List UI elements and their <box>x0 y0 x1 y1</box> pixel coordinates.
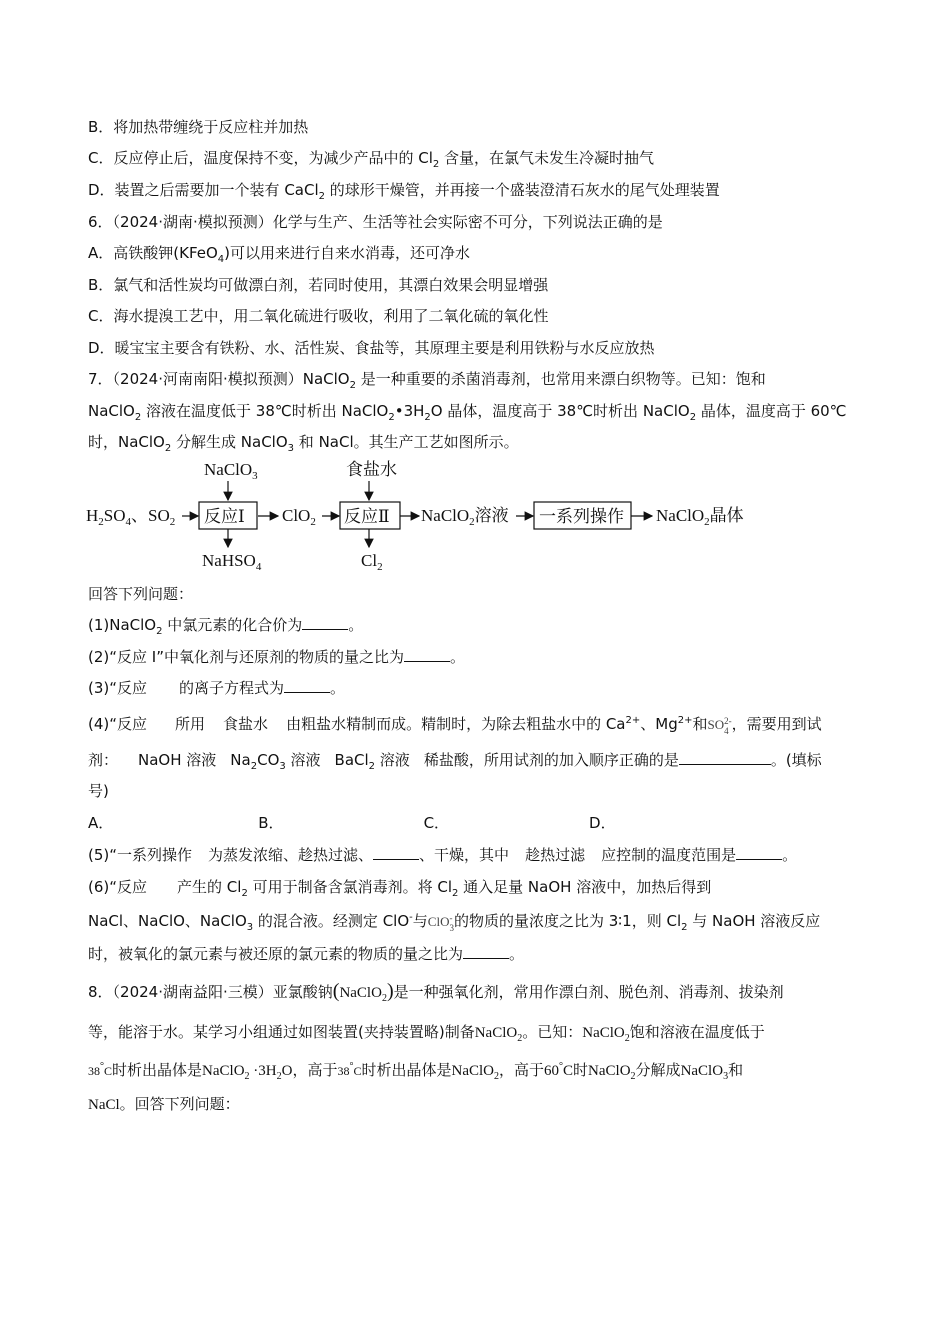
nahso4-output-label: NaHSO$_4$ <box>202 551 262 573</box>
question-6-option-d <box>88 338 655 358</box>
superscript: 2+ <box>677 715 693 726</box>
formula: NaClO <box>582 1025 625 1041</box>
answer-blank[interactable] <box>373 845 419 860</box>
text-span: 号) <box>88 782 109 800</box>
subscript: 2 <box>349 380 356 391</box>
part-6-line-2 <box>88 911 820 933</box>
text-span: 溶液 <box>285 751 321 769</box>
degree: ° <box>559 1061 564 1072</box>
text-span: 。 <box>449 648 465 666</box>
formula: NaCl <box>88 1097 120 1113</box>
text-span: (5)“一系列操作 <box>88 846 193 864</box>
text-span: 的混合液。经测定 ClO <box>253 912 410 930</box>
brine-input-label: 食盐水 <box>346 460 397 479</box>
process-flow-diagram <box>86 455 786 580</box>
text-span: ，高于 <box>499 1061 545 1079</box>
text-span: 时，被氧化的氯元素与被还原的氯元素的物质的量之比为 <box>88 945 464 963</box>
text-span: 与 NaOH 溶液反应 <box>687 912 821 930</box>
answer-blank[interactable] <box>463 944 509 959</box>
text-span: (4)“反应 <box>88 715 148 733</box>
text-span: 和 <box>728 1061 744 1079</box>
answer-blank[interactable] <box>736 845 782 860</box>
subscript: 2 <box>368 761 376 772</box>
text-span: 是一种重要的杀菌消毒剂，也常用来漂白织物等。已知：饱和 <box>356 370 766 388</box>
text-span: D．暖宝宝主要含有铁粉、水、活性炭、食盐等，其原理主要是利用铁粉与水反应放热 <box>88 339 655 357</box>
text-span: 溶液 <box>375 751 410 769</box>
naclo3-input-label: NaClO$_3$ <box>204 460 258 482</box>
part-2 <box>88 647 465 667</box>
part-3 <box>88 678 345 698</box>
text-span: 、干燥，其中 <box>419 846 510 864</box>
text-span: 。 <box>509 945 525 963</box>
text-span: 回答下列问题： <box>88 585 194 603</box>
text-span: 和 NaCl。其生产工艺如图所示。 <box>294 433 519 451</box>
question-6-stem <box>88 212 663 232</box>
unit: C <box>563 1063 574 1079</box>
text-span: NaOH 溶液 <box>138 751 217 769</box>
text-span: 的物质的量浓度之比为 3∶1，则 Cl <box>453 912 682 930</box>
text-span: 剂： <box>88 751 119 769</box>
product-label: NaClO$_2$晶体 <box>656 506 744 528</box>
operations-label: 一系列操作 <box>539 507 624 526</box>
temperature: 60 <box>544 1063 560 1079</box>
text-span: 7．（2024·河南南阳·模拟预测）NaClO <box>88 370 350 388</box>
text-span: 。已知： <box>522 1023 583 1041</box>
text-span: 由粗盐水精制而成。精制时，为除去粗盐水中的 Ca <box>286 715 626 733</box>
question-8-line-4 <box>88 1094 240 1115</box>
text-span: 含量，在氯气未发生冷凝时抽气 <box>439 149 655 167</box>
text-span: 应控制的温度范围是 <box>601 846 737 864</box>
superscript: 2+ <box>625 715 641 726</box>
text-span: 产生的 Cl <box>177 878 242 896</box>
text-span: 6．（2024·湖南·模拟预测）化学与生产、生活等社会实际密不可分，下列说法正确的是 <box>88 213 663 231</box>
text-span: 分解成 <box>635 1061 681 1079</box>
paren: ) <box>386 980 394 1002</box>
text-span: )可以用来进行自来水消毒，还可净水 <box>224 244 471 262</box>
text-span: 的离子方程式为 <box>179 679 285 697</box>
question-8-line-2 <box>88 1022 765 1043</box>
text-span: 可用于制备含氯消毒剂。将 Cl <box>247 878 453 896</box>
subscript: 2 <box>689 412 697 423</box>
question-7-line-3 <box>88 432 519 452</box>
question-7-line-1 <box>88 369 766 389</box>
text-span: (6)“反应 <box>88 878 148 896</box>
subscript: 2 <box>250 761 258 772</box>
part-4-line-1 <box>88 714 822 736</box>
text-span: A．高铁酸钾(KFeO <box>88 244 218 262</box>
text-span: 。 <box>348 616 364 634</box>
option-d: D． <box>589 814 616 832</box>
degree: ° <box>349 1061 354 1072</box>
text-span: 。(填标 <box>770 751 822 769</box>
subscript: 2 <box>134 412 142 423</box>
answer-blank[interactable] <box>302 615 348 630</box>
text-span: C．反应停止后，温度保持不变，为减少产品中的 Cl <box>88 149 433 167</box>
formula: ·3H <box>249 1063 277 1079</box>
subscript: 2 <box>494 1071 499 1082</box>
answer-blank[interactable] <box>679 750 771 765</box>
text-span: 时析出晶体是 <box>112 1061 203 1079</box>
text-span: 食盐水 <box>223 715 269 733</box>
part-4-line-3 <box>88 781 109 801</box>
question-8-line-3 <box>88 1060 743 1081</box>
text-span: B．氯气和活性炭均可做漂白剂，若同时使用，其漂白效果会明显增强 <box>88 276 549 294</box>
text-span: 通入足量 NaOH 溶液中，加热后得到 <box>458 878 712 896</box>
text-span: C．海水提溴工艺中，用二氧化硫进行吸收，利用了二氧化硫的氧化性 <box>88 307 549 325</box>
subscript: 2 <box>318 191 326 202</box>
part-4-line-2 <box>88 750 822 770</box>
text-span: 的球形干燥管，并再接一个盛装澄清石灰水的尾气处理装置 <box>325 181 720 199</box>
text-span: D．装置之后需要加一个装有 CaCl <box>88 181 319 199</box>
part-4-options <box>88 813 616 833</box>
text-span: 趁热过滤 <box>525 846 586 864</box>
part-6-line-1 <box>88 877 711 897</box>
text-span: (3)“反应 <box>88 679 148 697</box>
text-span: 和 <box>692 715 708 733</box>
text-span: BaCl <box>334 751 369 769</box>
answer-intro <box>88 584 193 604</box>
option-c-line <box>88 148 654 168</box>
formula: NaClO <box>451 1063 494 1079</box>
reactant-label: $H_2SO_4$、$SO_2$ <box>86 506 176 528</box>
subscript: 2 <box>452 888 459 899</box>
subscript: 2 <box>381 993 387 1004</box>
text-span: 时析出晶体是 <box>361 1061 452 1079</box>
superscript: - <box>409 912 413 923</box>
clo2-label: ClO$_2$ <box>282 506 316 528</box>
subscript: 2 <box>630 1071 636 1082</box>
subscript: 2 <box>276 1071 282 1082</box>
text-span: Na <box>230 751 251 769</box>
text-span: (2)“反应 I”中氧化剂与还原剂的物质的量之比为 <box>88 648 404 666</box>
formula: NaClO <box>588 1063 631 1079</box>
text-span: 等，能溶于水。某学习小组通过如图装置(夹持装置略)制备 <box>88 1023 475 1041</box>
unit: C <box>104 1064 113 1078</box>
formula: NaClO <box>474 1025 518 1041</box>
question-8-line-1 <box>88 981 784 1003</box>
text-span: 与 <box>412 912 428 930</box>
degree: ° <box>100 1061 104 1072</box>
subscript: 2 <box>156 626 163 637</box>
subscript: 2 <box>244 1071 250 1082</box>
subscript: 3 <box>246 922 254 933</box>
subscript: 2 <box>432 159 440 170</box>
part-5 <box>88 845 797 865</box>
formula: NaClO <box>680 1063 724 1079</box>
question-6-option-b <box>88 275 548 295</box>
subscript: 2 <box>241 888 248 899</box>
cl2-output-label: $Cl_2$ <box>361 551 383 573</box>
text-span: 。回答下列问题： <box>119 1095 240 1113</box>
text-span: ，高于 <box>292 1061 338 1079</box>
answer-blank[interactable] <box>404 647 450 662</box>
subscript: 2 <box>517 1033 523 1044</box>
text-span: 8．（2024·湖南益阳·三模）亚氯酸钠 <box>88 983 333 1001</box>
text-span: 饱和溶液在温度低于 <box>629 1023 765 1041</box>
text-span: (1)NaClO <box>88 616 157 634</box>
text-span: CO <box>257 751 280 769</box>
question-6-option-a <box>88 243 470 263</box>
subscript: 2 <box>624 1033 630 1044</box>
option-text: B．将加热带缠绕于反应柱并加热 <box>88 118 309 136</box>
subscript: 4 <box>217 254 225 265</box>
option-b: B． <box>258 814 284 832</box>
text-span: 。 <box>782 846 798 864</box>
chlorate-ion: ClO - 3 <box>427 913 454 934</box>
reaction-2-label: 反应Ⅱ <box>344 507 390 526</box>
paren: ( <box>332 980 340 1002</box>
subscript: 3 <box>287 443 295 454</box>
formula: NaClO <box>339 985 382 1001</box>
subscript: 2 <box>681 922 688 933</box>
text-span: 时 <box>573 1061 589 1079</box>
text-span: 稀盐酸，所用试剂的加入顺序正确的是 <box>423 751 679 769</box>
text-span: 分解生成 NaClO <box>171 433 288 451</box>
text-span: •3H <box>394 402 425 420</box>
subscript: 2 <box>164 443 172 454</box>
subscript: 3 <box>723 1071 729 1082</box>
subscript: 2 <box>424 412 431 423</box>
text-span: 溶液在温度低于 38℃时析出 NaClO <box>141 402 389 420</box>
formula: NaClO <box>202 1063 245 1079</box>
question-6-option-c <box>88 306 548 326</box>
subscript: 3 <box>279 761 286 772</box>
option-a: A． <box>88 814 114 832</box>
sulfate-ion: SO 2- 4 <box>707 716 732 737</box>
text-span: ，需要用到试 <box>731 715 822 733</box>
text-span: 时，NaClO <box>88 433 165 451</box>
text-span: 为蒸发浓缩、趁热过滤、 <box>208 846 374 864</box>
text-span: NaClO <box>88 402 135 420</box>
text-span: 晶体，温度高于 60℃ <box>696 402 847 420</box>
formula: O <box>281 1063 293 1079</box>
temperature: 38 <box>337 1064 350 1078</box>
text-span: 中氯元素的化合价为 <box>162 616 303 634</box>
option-c: C． <box>423 814 450 832</box>
subscript: 2 <box>388 412 395 423</box>
option-c-line <box>88 117 308 137</box>
temperature: 38 <box>88 1064 100 1078</box>
answer-blank[interactable] <box>284 678 330 693</box>
text-span: 是一种强氧化剂，常用作漂白剂、脱色剂、消毒剂、拔染剂 <box>393 983 784 1001</box>
part-1 <box>88 615 363 635</box>
part-6-line-3 <box>88 944 524 964</box>
text-span: NaCl、NaClO、NaClO <box>88 912 247 930</box>
question-7-line-2 <box>88 401 847 421</box>
option-d-line <box>88 180 720 200</box>
text-span: O 晶体，温度高于 38℃时析出 NaClO <box>430 402 690 420</box>
text-span: 、Mg <box>640 715 678 733</box>
unit: C <box>353 1064 362 1078</box>
reaction-1-label: 反应Ⅰ <box>204 507 245 526</box>
text-span: 。 <box>330 679 346 697</box>
naclo2-solution-label: NaClO$_2$溶液 <box>421 506 509 528</box>
text-span: 所用 <box>175 715 206 733</box>
